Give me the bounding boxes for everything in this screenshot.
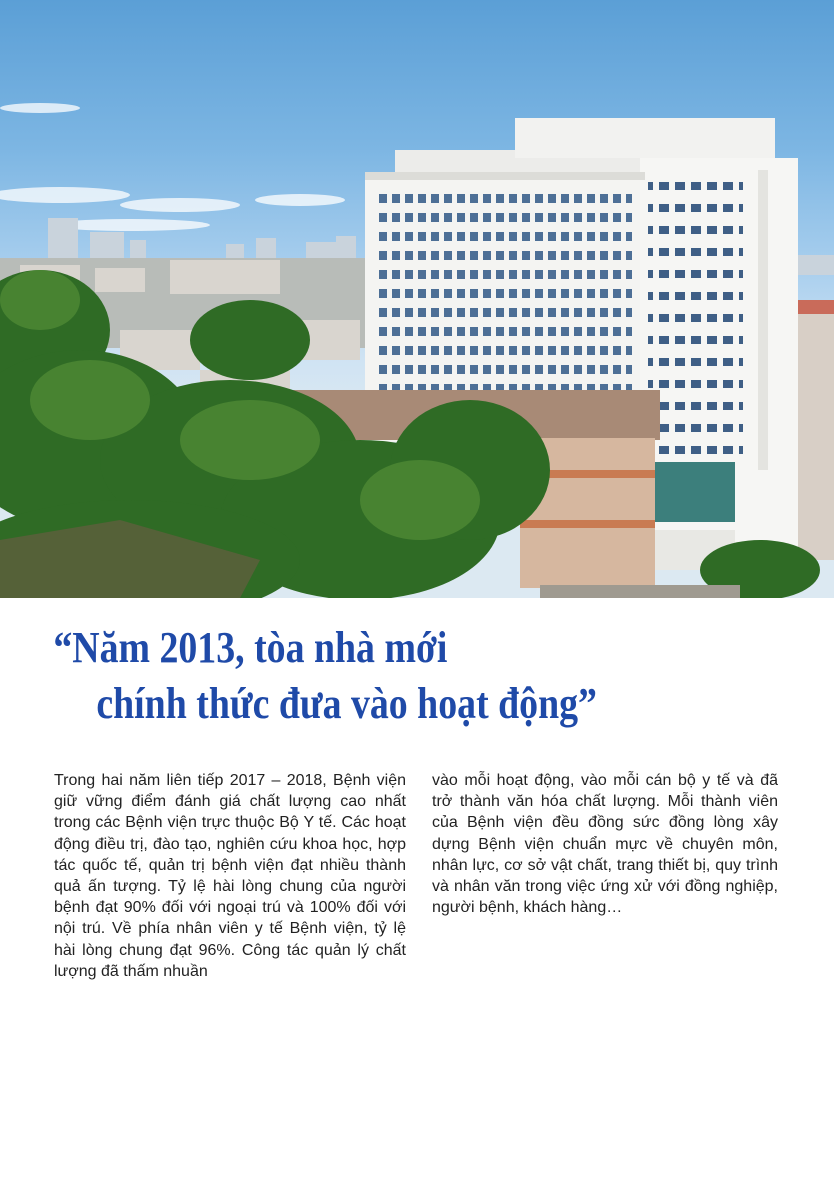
photo-illustration <box>0 0 834 598</box>
hospital-building-photo <box>0 0 834 598</box>
clouds <box>0 103 345 231</box>
body-column-left: Trong hai năm liên tiếp 2017 – 2018, Bệnh viện giữ vững điểm đánh giá chất lượng cao nhất trong các Bệnh viện trực thuộc Bộ Y tế. Các hoạt động điều trị, đào tạo, nghiên cứu khoa học, hợp tác quốc tế, quản trị bệnh viện đạt nhiều thành quả ấn tượng. Tỷ lệ hài lòng chung của người bệnh đạt 90% đối với ngoại trú và 100% đối với nội trú. Về phía nhân viên y tế Bệnh viện, tỷ lệ hài lòng chung đạt 96%. Công tác quản lý chất lượng đã thấm nhuần <box>54 772 406 980</box>
headline-line-1: “Năm 2013, tòa nhà mới <box>53 623 448 672</box>
body-column-right: vào mỗi hoạt động, vào mỗi cán bộ y tế và đã trở thành văn hóa chất lượng. Mỗi thành viên của Bệnh viện đều đồng sức đồng lòng xây dựng Bệnh viện chuẩn mực về chuyên môn, nhân lực, cơ sở vật chất, trang thiết bị, quy trình và nhân văn trong việc ứng xử với đồng nghiệp, người bệnh, khách hàng… <box>432 772 778 917</box>
headline-line-2: chính thức đưa vào hoạt động” <box>96 679 597 728</box>
